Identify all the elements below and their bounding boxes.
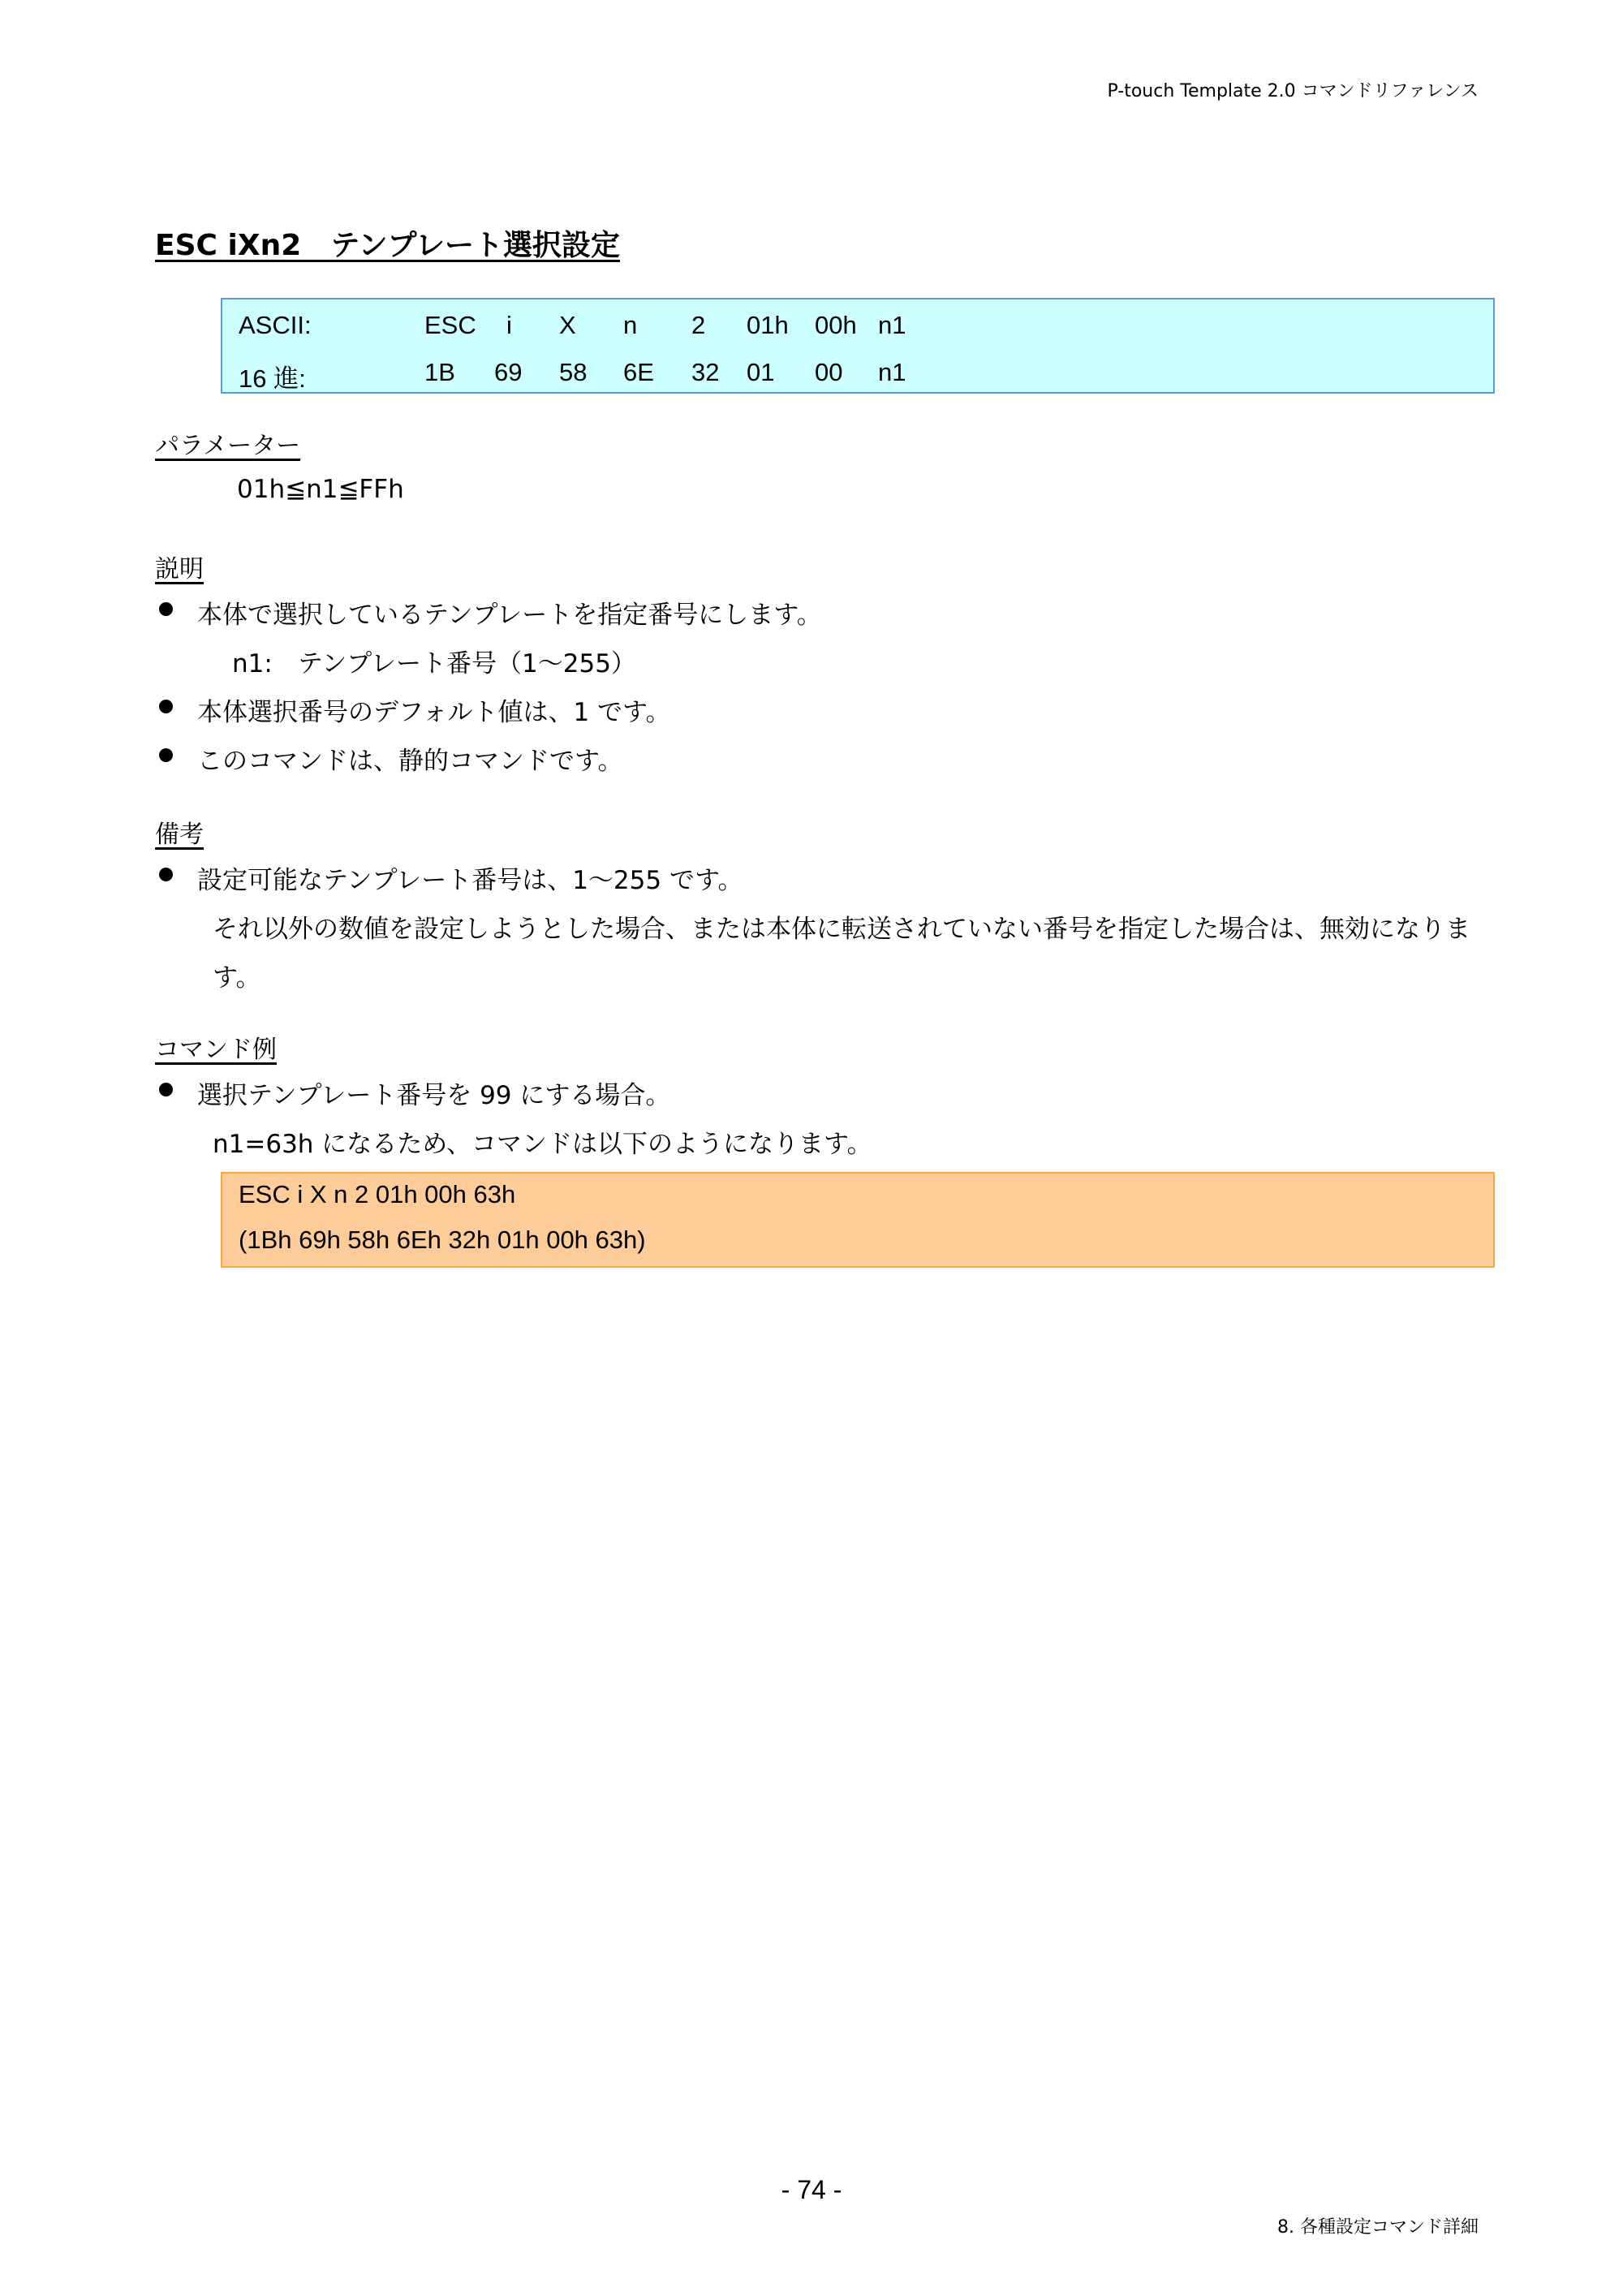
description-item: 本体で選択しているテンプレートを指定番号にします。 [197, 601, 822, 630]
example-code-box [221, 1172, 1495, 1268]
hex-byte: 01 [747, 358, 775, 386]
bullet-icon [159, 1083, 173, 1096]
ascii-byte: ESC [424, 311, 476, 339]
ascii-byte: X [559, 311, 576, 339]
hex-byte: n1 [878, 358, 906, 386]
hex-byte: 69 [494, 358, 523, 386]
description-heading: 説明 [155, 555, 204, 584]
footer-section-title: 8. 各種設定コマンド詳細 [1277, 2217, 1479, 2238]
example-code-line: ESC i X n 2 01h 00h 63h [239, 1180, 516, 1208]
ascii-label: ASCII: [239, 311, 312, 339]
hex-byte: 58 [559, 358, 588, 386]
remarks-continuation: す。 [213, 963, 261, 993]
bullet-icon [159, 748, 173, 762]
bullet-icon [159, 868, 173, 881]
description-item: 本体選択番号のデフォルト値は、1 です。 [197, 698, 671, 727]
page-number: - 74 - [781, 2175, 842, 2204]
hex-byte: 6E [623, 358, 654, 386]
ascii-byte: n1 [878, 311, 906, 339]
parameters-heading: パラメーター [155, 432, 301, 460]
hex-byte: 00 [815, 358, 843, 386]
ascii-byte: i [506, 311, 512, 339]
remarks-item: 設定可能なテンプレート番号は、1～255 です。 [197, 866, 743, 895]
example-note: n1=63h になるため、コマンドは以下のようになります。 [213, 1130, 872, 1159]
description-sub-note: n1: テンプレート番号（1～255） [232, 649, 636, 678]
ascii-byte: 2 [691, 311, 706, 339]
ascii-byte: 01h [747, 311, 789, 339]
remarks-heading: 備考 [155, 821, 204, 849]
example-heading: コマンド例 [155, 1036, 277, 1064]
hex-byte: 1B [424, 358, 455, 386]
bullet-icon [159, 602, 173, 616]
bullet-icon [159, 700, 173, 713]
ascii-byte: n [623, 311, 638, 339]
command-format-box [221, 298, 1495, 394]
document-header-title: P-touch Template 2.0 コマンドリファレンス [1107, 81, 1479, 101]
parameter-range: 01h≦n1≦FFh [237, 475, 404, 504]
section-title: ESC iXn2 テンプレート選択設定 [155, 229, 621, 262]
example-code-line: (1Bh 69h 58h 6Eh 32h 01h 00h 63h) [239, 1226, 646, 1254]
description-item: このコマンドは、静的コマンドです。 [197, 747, 623, 776]
remarks-continuation: それ以外の数値を設定しようとした場合、または本体に転送されていない番号を指定した場合は、無効になりま [213, 915, 1470, 944]
hex-label: 16 進: [239, 364, 306, 393]
example-item: 選択テンプレート番号を 99 にする場合。 [197, 1081, 671, 1110]
hex-byte: 32 [691, 358, 720, 386]
ascii-byte: 00h [815, 311, 857, 339]
